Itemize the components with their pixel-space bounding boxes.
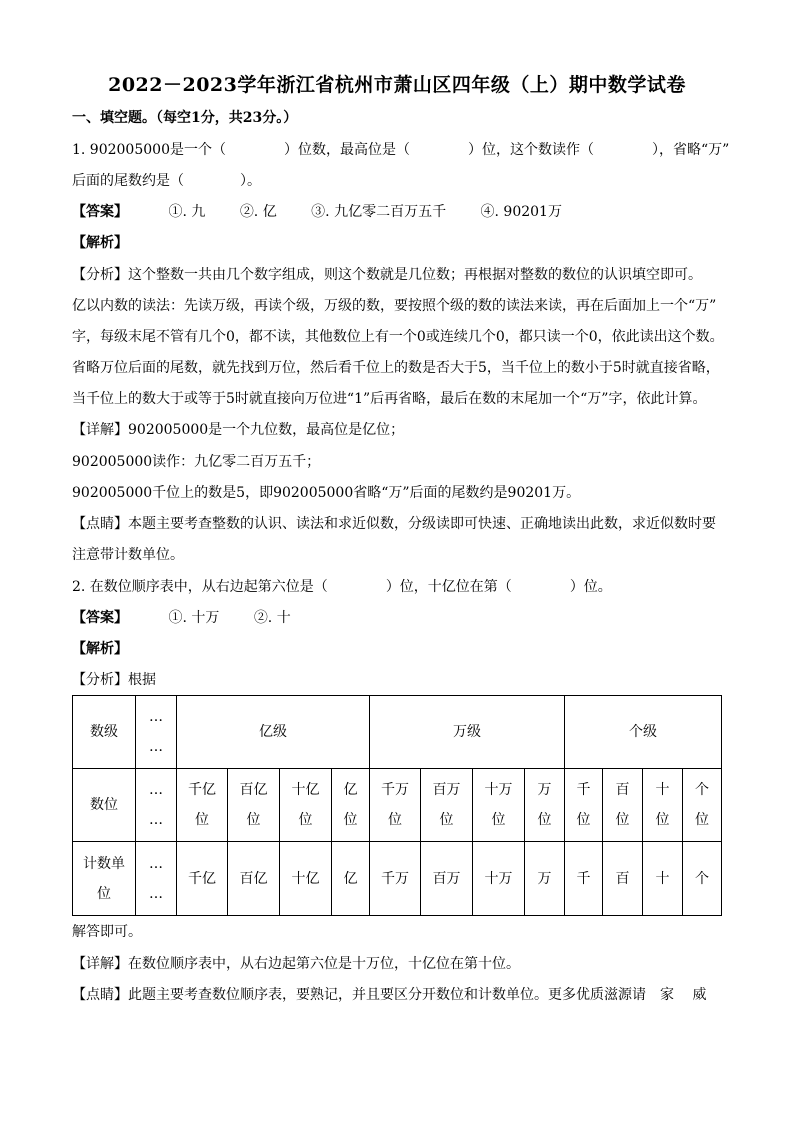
- q1-text-part: ）位数，最高位是（: [283, 142, 410, 158]
- page-title: 2022－2023学年浙江省杭州市萧山区四年级（上）期中数学试卷: [108, 74, 686, 96]
- q2-fenxi: 【分析】根据: [72, 672, 156, 688]
- place-cell: 十亿 位: [280, 769, 332, 842]
- q1-xiangjie: 【详解】902005000是一个九位数，最高位是亿位；: [72, 422, 405, 438]
- q2-xiangjie: 【详解】在数位顺序表中，从右边起第六位是十万位，十亿位在第十位。: [72, 956, 520, 972]
- unit-cell: 百万: [421, 842, 473, 916]
- question-1-line-2: 后面的尾数约是（ ）。: [72, 173, 261, 189]
- unit-cell: 百亿: [228, 842, 280, 916]
- answer-item: ①. 九: [168, 204, 206, 220]
- unit-cell: 个: [683, 842, 722, 916]
- unit-cell: 万: [525, 842, 565, 916]
- q2-text-part: 2. 在数位顺序表中，从右边起第六位是（: [72, 579, 328, 595]
- answer-item: ②. 亿: [239, 204, 277, 220]
- q1-text-part: 1. 902005000是一个（: [72, 142, 226, 158]
- answer-item: ①. 十万: [168, 610, 220, 626]
- section-heading: 一、填空题。（每空1分，共23分。）: [72, 110, 298, 126]
- question-2-line-1: [72, 577, 612, 597]
- place-cell: 亿 位: [332, 769, 370, 842]
- unit-cell: 十亿: [280, 842, 332, 916]
- place-cell: 千 位: [565, 769, 603, 842]
- q1-fenxi: 【分析】这个整数一共由几个数字组成，则这个数就是几位数；再根据对整数的数位的认识填空即可。: [72, 267, 702, 283]
- unit-cell: 十: [643, 842, 683, 916]
- answer-item: ③. 九亿零二百万五千: [311, 204, 447, 220]
- q1-dianjing: 【点睛】本题主要考查整数的认识、读法和求近似数，分级读即可快速、正确地读出此数，求近似数时要: [72, 516, 716, 532]
- table-row: [73, 842, 722, 916]
- unit-cell: 亿: [332, 842, 370, 916]
- q1-xiangjie-line: 902005000千位上的数是5，即902005000省略“万”后面的尾数约是90201万。: [72, 485, 581, 501]
- q1-fenxi-line: 字，每级末尾不管有几个0，都不读，其他数位上有一个0或连续几个0，都只读一个0，依此读出这个数。: [72, 329, 724, 345]
- analysis-tag: 【解析】: [72, 641, 128, 657]
- group-wan: 万级: [370, 696, 565, 769]
- place-value-table: [72, 695, 722, 916]
- q2-text-part: ）位。: [569, 579, 612, 595]
- q2-text-part: ）位，十亿位在第（: [385, 579, 512, 595]
- ellipsis-cell: … …: [136, 696, 177, 769]
- unit-cell: 千: [565, 842, 603, 916]
- q1-fenxi-line: 亿以内数的读法：先读万级，再读个级，万级的数，要按照个级的数的读法来读，再在后面加上一个“万”: [72, 298, 717, 314]
- place-cell: 百 位: [603, 769, 643, 842]
- q1-answer-row: [72, 202, 592, 222]
- place-cell: 十 位: [643, 769, 683, 842]
- answer-tag: 【答案】: [72, 610, 128, 626]
- q1-xiangjie-line: 902005000读作：九亿零二百万五千；: [72, 454, 321, 470]
- row-label-shuji: 数级: [73, 696, 136, 769]
- unit-cell: 十万: [473, 842, 525, 916]
- q1-dianjing-line: 注意带计数单位。: [72, 547, 184, 563]
- q1-text-part: ），省略“万”: [651, 142, 730, 158]
- group-ge: 个级: [565, 696, 722, 769]
- row-label-jishudanwei: 计数单 位: [73, 842, 136, 916]
- place-cell: 万 位: [525, 769, 565, 842]
- place-cell: 个 位: [683, 769, 722, 842]
- table-row: [73, 769, 722, 842]
- place-cell: 千亿 位: [177, 769, 228, 842]
- answer-item: ④. 90201万: [480, 204, 562, 220]
- q2-after-table: 解答即可。: [72, 924, 142, 940]
- q2-answer-row: [72, 608, 321, 628]
- ellipsis-cell: … …: [136, 842, 177, 916]
- row-label-shuwei: 数位: [73, 769, 136, 842]
- place-cell: 百亿 位: [228, 769, 280, 842]
- analysis-tag: 【解析】: [72, 235, 128, 251]
- unit-cell: 千亿: [177, 842, 228, 916]
- answer-tag: 【答案】: [72, 204, 128, 220]
- place-cell: 十万 位: [473, 769, 525, 842]
- unit-cell: 千万: [370, 842, 421, 916]
- answer-item: ②. 十: [253, 610, 291, 626]
- q1-fenxi-line: 省略万位后面的尾数，就先找到万位，然后看千位上的数是否大于5，当千位上的数小于5时就直接省略，: [72, 360, 720, 376]
- ellipsis-cell: … …: [136, 769, 177, 842]
- place-cell: 千万 位: [370, 769, 421, 842]
- table-row: [73, 696, 722, 769]
- unit-cell: 百: [603, 842, 643, 916]
- group-yi: 亿级: [177, 696, 370, 769]
- q2-dianjing: 【点睛】此题主要考查数位顺序表，要熟记，并且要区分开数位和计数单位。更多优质滋源请 家 威: [72, 987, 707, 1003]
- q1-text-part: ）位，这个数读作（: [467, 142, 594, 158]
- question-1-line-1: [72, 140, 729, 160]
- place-cell: 百万 位: [421, 769, 473, 842]
- q1-fenxi-line: 当千位上的数大于或等于5时就直接向万位进“1”后再省略，最后在数的末尾加一个“万”字，依此计算。: [72, 391, 707, 407]
